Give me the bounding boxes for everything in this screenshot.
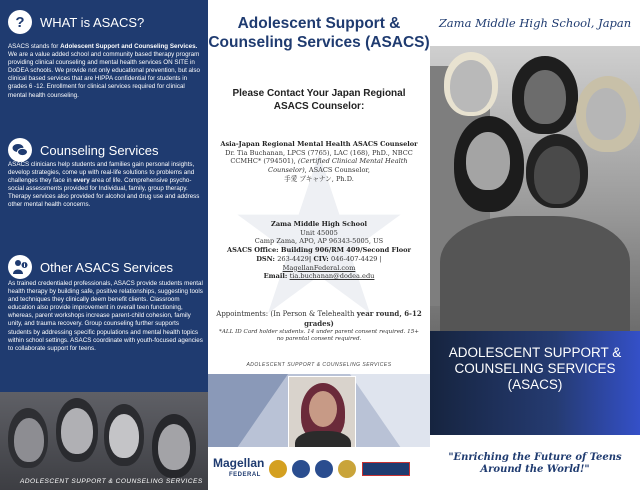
motto: "Enriching the Future of Teens Around the World!" xyxy=(448,452,622,475)
center-panel xyxy=(208,0,430,490)
appointments-info: Appointments: (In Person & Telehealth year round, 6-12 grades) *ALL ID Card holder students. 14 under parent consent required. 15+ no parental consent required. xyxy=(216,309,422,342)
dsn-phone: 263-4429 xyxy=(277,254,309,263)
school-title: Zama Middle High School, Japan xyxy=(438,16,632,30)
partner-logos xyxy=(208,447,430,490)
program-name: ADOLESCENT SUPPORT & COUNSELING SERVICES (ASACS) xyxy=(448,345,622,392)
email-link[interactable]: tia.buchanan@dodea.edu xyxy=(289,272,375,281)
what-is-asacs-header xyxy=(8,10,144,34)
right-panel xyxy=(430,0,640,490)
center-tagline: ADOLESCENT SUPPORT & COUNSELING SERVICES xyxy=(246,362,392,368)
other-services-header xyxy=(8,255,173,279)
students-photo xyxy=(0,392,208,490)
regional-counselor-title: Asia-Japan Regional Mental Health ASACS Counselor xyxy=(220,140,418,148)
website-link[interactable]: MagellanFederal.com xyxy=(282,263,356,272)
left-footer-tagline: ADOLESCENT SUPPORT & COUNSELING SERVICES xyxy=(20,478,203,485)
counselor-photo xyxy=(288,376,356,452)
contact-heading: Please Contact Your Japan Regional ASACS Counselor: xyxy=(232,88,406,112)
award-badge-icon xyxy=(269,460,287,478)
question-icon: ? xyxy=(8,10,32,34)
seal-icon xyxy=(315,460,333,478)
program-name-box xyxy=(430,331,640,435)
office-location: ASACS Office: Building 906/RM 409/Second Floor xyxy=(226,246,412,255)
civ-phone: 046-407-4429 | xyxy=(331,254,382,263)
appointments-note: *ALL ID Card holder students. 14 under parent consent required. 15+ no parental consent required. xyxy=(219,329,419,342)
counseling-services-text: ASACS clinicians help students and families gain personal insights, develop strategies, come up with real-life solutions to problems and challenges they face in every area of life. Comprehensive psycho-social assessments provided for Individual, family, group therapy. Therapy services also provided for alcohol and drug use and address other mental health concerns. xyxy=(8,161,200,209)
what-is-asacs-text: ASACS stands for Adolescent Support and Counseling Services. We are a value added school and community based therapy program providing clinical counseling and mental health services ON SITE in DoDEA schools. We provide not only educational prevention, but also clinical based services that are HIPPA confidential for students in grades 6 -12. Enrollment for clinical services required for clinical mental health counseling. xyxy=(8,43,201,99)
counseling-services-title: Counseling Services xyxy=(40,142,159,158)
person-info-icon xyxy=(8,255,32,279)
chat-bubbles-icon xyxy=(8,138,32,162)
magellan-federal-logo: Magellan FEDERAL xyxy=(213,455,265,478)
left-panel xyxy=(0,0,208,490)
asacs-full-name: Adolescent Support and Counseling Services. xyxy=(60,43,198,50)
medal-icon xyxy=(338,460,356,478)
counseling-services-header xyxy=(8,138,159,162)
counselor-info: Asia-Japan Regional Mental Health ASACS Counselor Dr. Tia Buchanan, LPCS (7765), LAC (168), PhD., NBCC CCMHC* (794501), (Certified Clinical Mental Health Counselor), ASACS Counselor, 手愛 ブキャナン, Ph.D. xyxy=(220,140,418,183)
asacs-title: Adolescent Support & Counseling Services (ASACS) xyxy=(208,15,430,51)
other-services-title: Other ASACS Services xyxy=(40,259,173,275)
other-services-text: As trained credentialed professionals, ASACS provide students mental health therapy by building safe, positive relationships, suggesting tools and techniques they clinically deem benefit clients. Classroom education also provide improvement in overall teen functioning, whereas, parent workshops increase parent-child cohesion, family unity, and trauma recovery. Group counseling further supports students by addressing specific populations and mental health topics within school settings. ASACS coordinate with youth-focused agencies to collaborate support for teens. xyxy=(8,280,203,352)
seal-icon xyxy=(292,460,310,478)
teens-group-photo xyxy=(430,46,640,331)
school-name: Zama Middle High School xyxy=(271,220,367,228)
school-contact-info: Zama Middle High School Unit 45005 Camp Zama, APO, AP 96343-5005, US ASACS Office: Building 906/RM 409/Second Floor DSN: 263-4429| CIV: 046-407-4429 | MagellanFederal.com Email: tia.buchanan@dodea.edu xyxy=(226,220,412,281)
certification-badge-icon xyxy=(362,462,410,476)
counselor-name-japanese: 手愛 ブキャナン, Ph.D. xyxy=(284,174,354,183)
what-is-asacs-title: WHAT is ASACS? xyxy=(40,14,145,30)
